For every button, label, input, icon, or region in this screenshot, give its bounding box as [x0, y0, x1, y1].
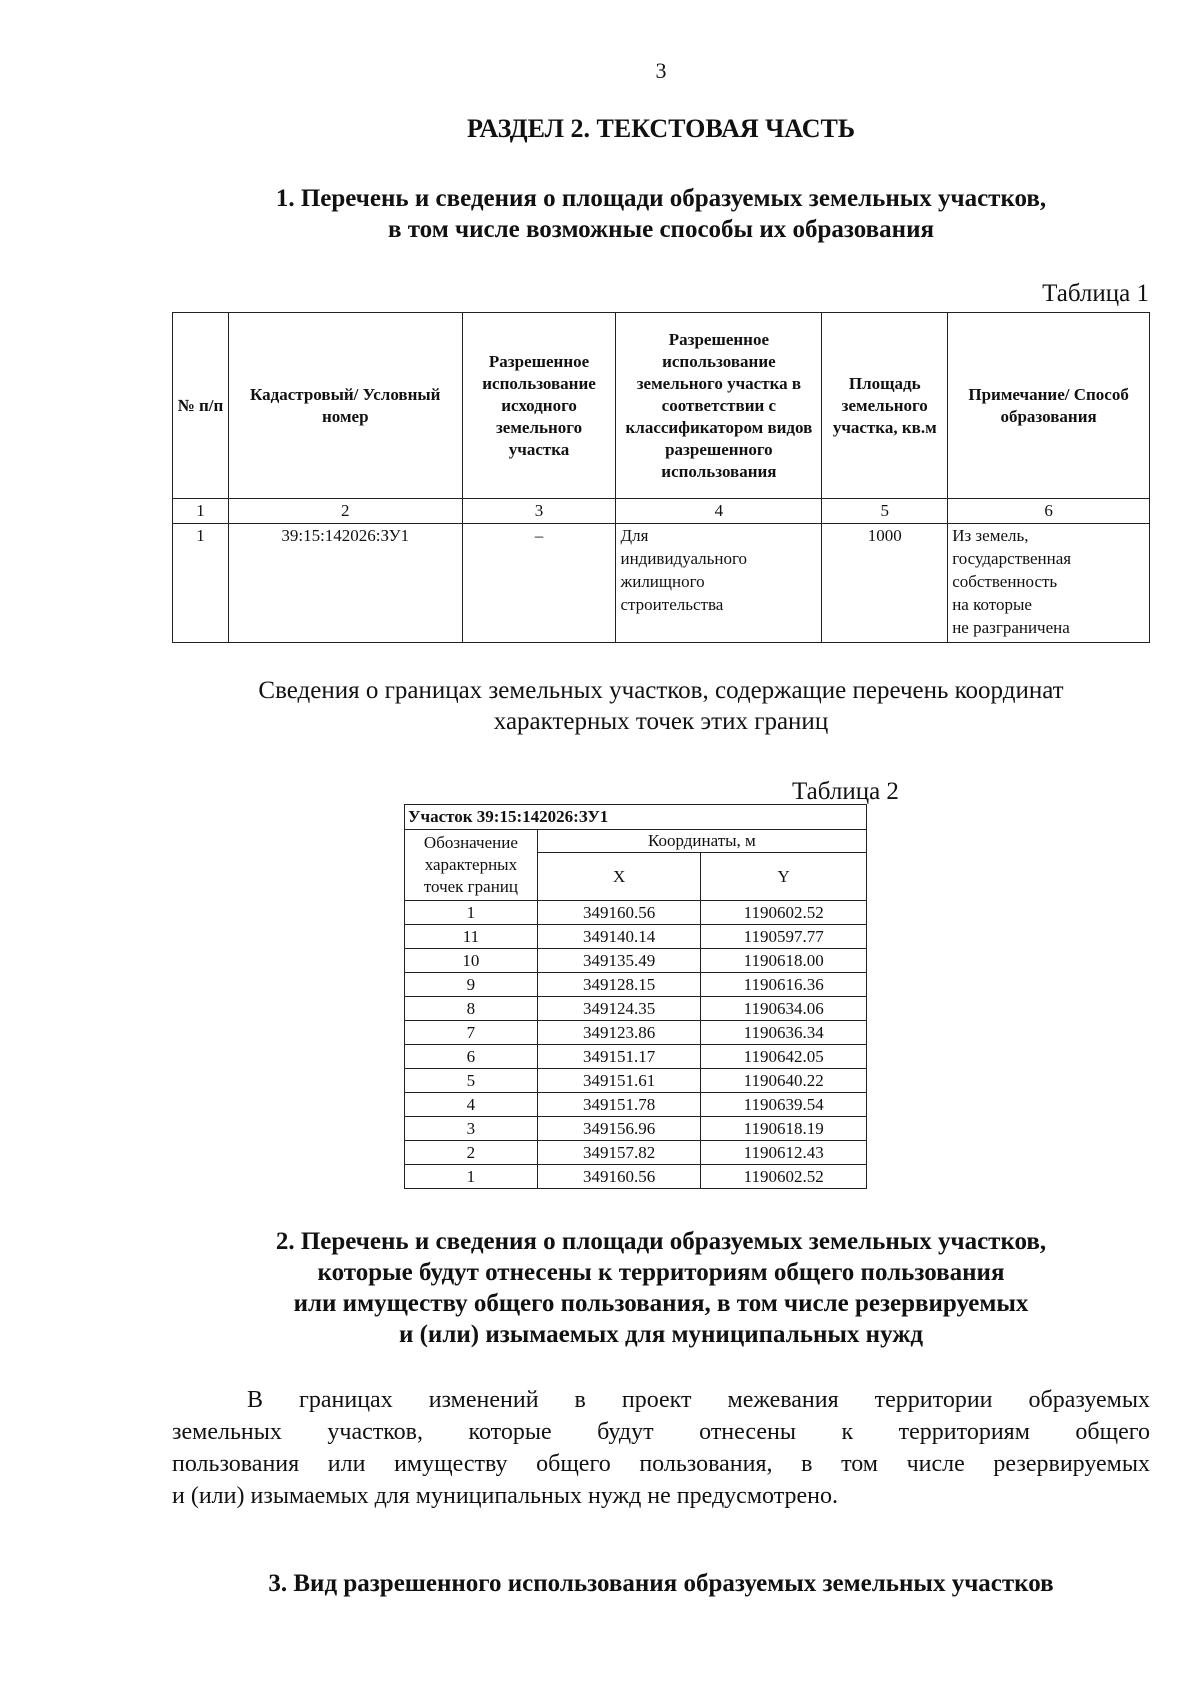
table2-cell-x: 349151.78	[537, 1093, 701, 1117]
table2-row	[405, 1117, 867, 1141]
table2-cell-y: 1190618.00	[701, 949, 867, 973]
cell-line: Из земель,	[952, 526, 1029, 545]
table2-cell-y: 1190639.54	[701, 1093, 867, 1117]
table2-cell-x: 349140.14	[537, 925, 701, 949]
table1-header-source-use: Разрешенное использование исходного земельного участка	[462, 313, 616, 499]
paragraph-line: пользования или имуществу общего пользования, в том числе резервируемых	[172, 1451, 1150, 1477]
body-paragraph	[172, 1384, 1150, 1512]
table1-header-cadastral: Кадастровый/ Условный номер	[228, 313, 462, 499]
table2-row	[405, 949, 867, 973]
cell-line: не разграничена	[952, 618, 1070, 637]
cell-line: на которые	[952, 595, 1032, 614]
cell-line: Для	[620, 526, 649, 545]
table2-cell-y: 1190618.19	[701, 1117, 867, 1141]
table2-header-point: Обозначение характерных точек границ	[405, 830, 538, 901]
table2-title: Участок 39:15:142026:ЗУ1	[405, 805, 867, 830]
paragraph-line: В границах изменений в проект межевания территории образуемых	[247, 1387, 1150, 1413]
table2-cell-y: 1190636.34	[701, 1021, 867, 1045]
cell-line: государственная	[952, 549, 1072, 568]
table2-cell-y: 1190642.05	[701, 1045, 867, 1069]
table1-colnum: 2	[228, 499, 462, 524]
table2-header-x: X	[537, 853, 701, 901]
table-2	[404, 804, 867, 1189]
table2-cell-point: 1	[405, 901, 538, 925]
page-number: 3	[655, 58, 667, 83]
heading-2-line: которые будут отнесены к территориям общего пользования	[317, 1259, 1005, 1286]
table1-cell-cadastral: 39:15:142026:ЗУ1	[228, 524, 462, 643]
subheading-line: Сведения о границах земельных участков, содержащие перечень координат	[258, 677, 1064, 704]
table1-colnum: 3	[462, 499, 616, 524]
table2-row	[405, 973, 867, 997]
table2-row	[405, 1093, 867, 1117]
section-title: РАЗДЕЛ 2. ТЕКСТОВАЯ ЧАСТЬ	[466, 114, 856, 143]
table2-row	[405, 1141, 867, 1165]
heading-1	[0, 183, 1200, 245]
table2-cell-point: 8	[405, 997, 538, 1021]
table2-header-row	[405, 830, 867, 853]
table2-cell-x: 349135.49	[537, 949, 701, 973]
table2-row	[405, 901, 867, 925]
table1-cell-permitted-use	[616, 524, 822, 643]
table2-cell-point: 3	[405, 1117, 538, 1141]
table2-cell-x: 349151.61	[537, 1069, 701, 1093]
table2-cell-y: 1190634.06	[701, 997, 867, 1021]
table1-header-row	[173, 313, 1150, 499]
heading-2	[0, 1226, 1200, 1350]
cell-line: собственность	[952, 572, 1058, 591]
table2-cell-point: 7	[405, 1021, 538, 1045]
table2-row	[405, 997, 867, 1021]
heading-1-line: 1. Перечень и сведения о площади образуемых земельных участков,	[275, 185, 1047, 212]
table1-cell-source-use: –	[462, 524, 616, 643]
table2-row	[405, 1069, 867, 1093]
table2-cell-point: 2	[405, 1141, 538, 1165]
cell-line: жилищного	[620, 572, 705, 591]
table1-data-row	[173, 524, 1150, 643]
heading-1-line: в том числе возможные способы их образования	[387, 216, 934, 243]
table2-caption: Таблица 2	[792, 778, 899, 805]
table1-header-num: № п/п	[173, 313, 229, 499]
table-1	[172, 312, 1150, 643]
table2-cell-x: 349157.82	[537, 1141, 701, 1165]
table2-cell-x: 349160.56	[537, 1165, 701, 1189]
subheading-line: характерных точек этих границ	[493, 708, 829, 735]
table2-cell-point: 9	[405, 973, 538, 997]
table1-header-area: Площадь земельного участка, кв.м	[822, 313, 948, 499]
table2-title-row	[405, 805, 867, 830]
table2-cell-y: 1190602.52	[701, 1165, 867, 1189]
cell-line: индивидуального	[620, 549, 748, 568]
table2-cell-x: 349156.96	[537, 1117, 701, 1141]
table1-header-permitted-use: Разрешенное использование земельного участка в соответствии с классификатором видов разрешенного использования	[616, 313, 822, 499]
table2-cell-point: 11	[405, 925, 538, 949]
table1-header-note: Примечание/ Способ образования	[948, 313, 1150, 499]
subheading	[0, 675, 1200, 737]
table1-cell-area: 1000	[822, 524, 948, 643]
table2-cell-point: 6	[405, 1045, 538, 1069]
table2-cell-x: 349123.86	[537, 1021, 701, 1045]
table2-header-coords: Координаты, м	[537, 830, 866, 853]
table1-colnum: 5	[822, 499, 948, 524]
table2-cell-point: 5	[405, 1069, 538, 1093]
table1-colnum: 6	[948, 499, 1150, 524]
table2-cell-y: 1190602.52	[701, 901, 867, 925]
table2-cell-y: 1190612.43	[701, 1141, 867, 1165]
heading-2-line: или имуществу общего пользования, в том числе резервируемых	[293, 1290, 1029, 1317]
heading-3: 3. Вид разрешенного использования образуемых земельных участков	[268, 1570, 1054, 1597]
table2-body	[405, 901, 867, 1189]
table2-row	[405, 1021, 867, 1045]
table2-cell-x: 349151.17	[537, 1045, 701, 1069]
table1-caption: Таблица 1	[1042, 280, 1149, 307]
table1-cell-note	[948, 524, 1150, 643]
table1-colnum: 1	[173, 499, 229, 524]
table2-cell-point: 10	[405, 949, 538, 973]
table2-cell-point: 4	[405, 1093, 538, 1117]
heading-2-line: и (или) изымаемых для муниципальных нужд	[398, 1321, 924, 1348]
table2-cell-y: 1190616.36	[701, 973, 867, 997]
table2-cell-y: 1190597.77	[701, 925, 867, 949]
heading-2-line: 2. Перечень и сведения о площади образуемых земельных участков,	[275, 1228, 1047, 1255]
paragraph-line: и (или) изымаемых для муниципальных нужд не предусмотрено.	[172, 1483, 838, 1509]
table2-cell-x: 349124.35	[537, 997, 701, 1021]
table2-row	[405, 1165, 867, 1189]
paragraph-line: земельных участков, которые будут отнесены к территориям общего	[172, 1419, 1150, 1445]
table2-row	[405, 925, 867, 949]
table2-cell-point: 1	[405, 1165, 538, 1189]
table1-cell-num: 1	[173, 524, 229, 643]
table1-colnum: 4	[616, 499, 822, 524]
table2-cell-x: 349160.56	[537, 901, 701, 925]
table2-header-y: Y	[701, 853, 867, 901]
table2-row	[405, 1045, 867, 1069]
table2-cell-y: 1190640.22	[701, 1069, 867, 1093]
table2-cell-x: 349128.15	[537, 973, 701, 997]
table1-column-number-row	[173, 499, 1150, 524]
cell-line: строительства	[620, 595, 724, 614]
